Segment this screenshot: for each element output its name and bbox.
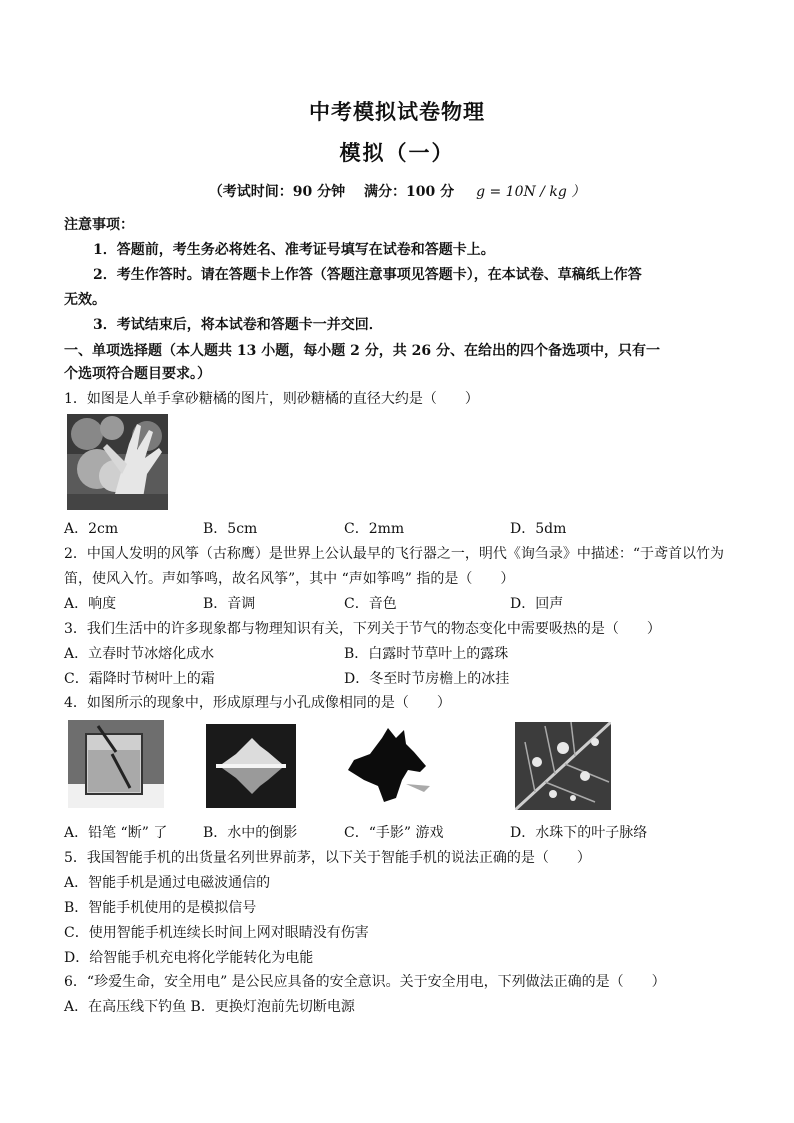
notice-heading: 注意事项： <box>64 217 134 233</box>
question-1-stem: 1．如图是人单手拿砂糖橘的图片，则砂糖橘的直径大约是（ ） <box>64 391 479 407</box>
question-5-option-d[interactable]: D．给智能手机充电将化学能转化为电能 <box>64 950 314 966</box>
question-1-option-b[interactable]: B．5cm <box>203 521 258 537</box>
notice-item-1: 1．答题前，考生务必将姓名、准考证号填写在试卷和答题卡上。 <box>93 242 495 258</box>
question-5-option-a[interactable]: A．智能手机是通过电磁波通信的 <box>64 875 271 891</box>
question-5-option-b[interactable]: B．智能手机使用的是模拟信号 <box>64 900 257 916</box>
exam-info <box>0 181 794 201</box>
exam-time-score: （考试时间：90 分钟 满分：100 分 <box>208 184 455 200</box>
notice-item-2: 2．考生作答时。请在答题卡上作答（答题注意事项见答题卡），在本试卷、草稿纸上作答 <box>93 267 642 283</box>
question-2-option-a[interactable]: A．响度 <box>64 596 117 612</box>
question-1-option-c[interactable]: C．2mm <box>344 521 405 537</box>
notice-item-2-cont: 无效。 <box>64 292 106 308</box>
leaf-water-drops-photo <box>515 722 611 810</box>
question-2-option-c[interactable]: C．音色 <box>344 596 397 612</box>
section-heading: 一、单项选择题（本人题共 13 小题，每小题 2 分，共 26 分、在给出的四个备选项中，只有一 <box>64 343 660 359</box>
page-title: 中考模拟试卷物理 <box>309 99 485 124</box>
page-subtitle: 模拟（一） <box>339 140 455 165</box>
question-4-option-d[interactable]: D．水珠下的叶子脉络 <box>510 825 648 841</box>
question-3-option-d[interactable]: D．冬至时节房檐上的冰挂 <box>344 671 510 687</box>
pencil-in-water-photo <box>68 720 164 808</box>
question-5-option-c[interactable]: C．使用智能手机连续长时间上网对眼睛没有伤害 <box>64 925 369 941</box>
question-3-stem: 3．我们生活中的许多现象都与物理知识有关，下列关于节气的物态变化中需要吸热的是（ ） <box>64 621 661 637</box>
question-3-option-a[interactable]: A．立春时节冰熔化成水 <box>64 646 215 662</box>
question-3-option-c[interactable]: C．霜降时节树叶上的霜 <box>64 671 215 687</box>
question-1-option-d[interactable]: D．5dm <box>510 521 567 537</box>
question-6-options-a-b[interactable]: A．在高压线下钓鱼 B．更换灯泡前先切断电源 <box>64 999 355 1015</box>
orange-in-hand-photo <box>67 414 168 510</box>
question-4-stem: 4．如图所示的现象中，形成原理与小孔成像相同的是（ ） <box>64 695 451 711</box>
gravity-constant: g = 10N / kg ） <box>476 184 586 200</box>
question-1-option-a[interactable]: A．2cm <box>64 521 119 537</box>
question-2-option-b[interactable]: B．音调 <box>203 596 256 612</box>
question-5-stem: 5．我国智能手机的出货量名列世界前茅，以下关于智能手机的说法正确的是（ ） <box>64 850 591 866</box>
hand-shadow-photo <box>344 724 436 804</box>
question-4-option-b[interactable]: B．水中的倒影 <box>203 825 298 841</box>
question-3-option-b[interactable]: B．白露时节草叶上的露珠 <box>344 646 509 662</box>
question-4-option-a[interactable]: A．铅笔 “断” 了 <box>64 825 168 841</box>
section-heading-cont: 个选项符合题目要求。） <box>64 366 211 382</box>
question-6-stem: 6．“珍爱生命，安全用电” 是公民应具备的安全意识。关于安全用电，下列做法正确的是（ ） <box>64 974 666 990</box>
question-2-stem-cont: 笛，使风入竹。声如筝鸣，故名风筝”，其中 “声如筝鸣” 指的是（ ） <box>64 571 515 587</box>
question-4-option-c[interactable]: C．“手影” 游戏 <box>344 825 444 841</box>
question-2-stem: 2．中国人发明的风筝（古称鹰）是世界上公认最早的飞行器之一，明代《询刍录》中描述：“于鸢首以竹为 <box>64 546 725 562</box>
question-2-option-d[interactable]: D．回声 <box>510 596 564 612</box>
reflection-in-water-photo <box>206 724 296 808</box>
notice-item-3: 3．考试结束后，将本试卷和答题卡一并交回． <box>93 317 383 333</box>
